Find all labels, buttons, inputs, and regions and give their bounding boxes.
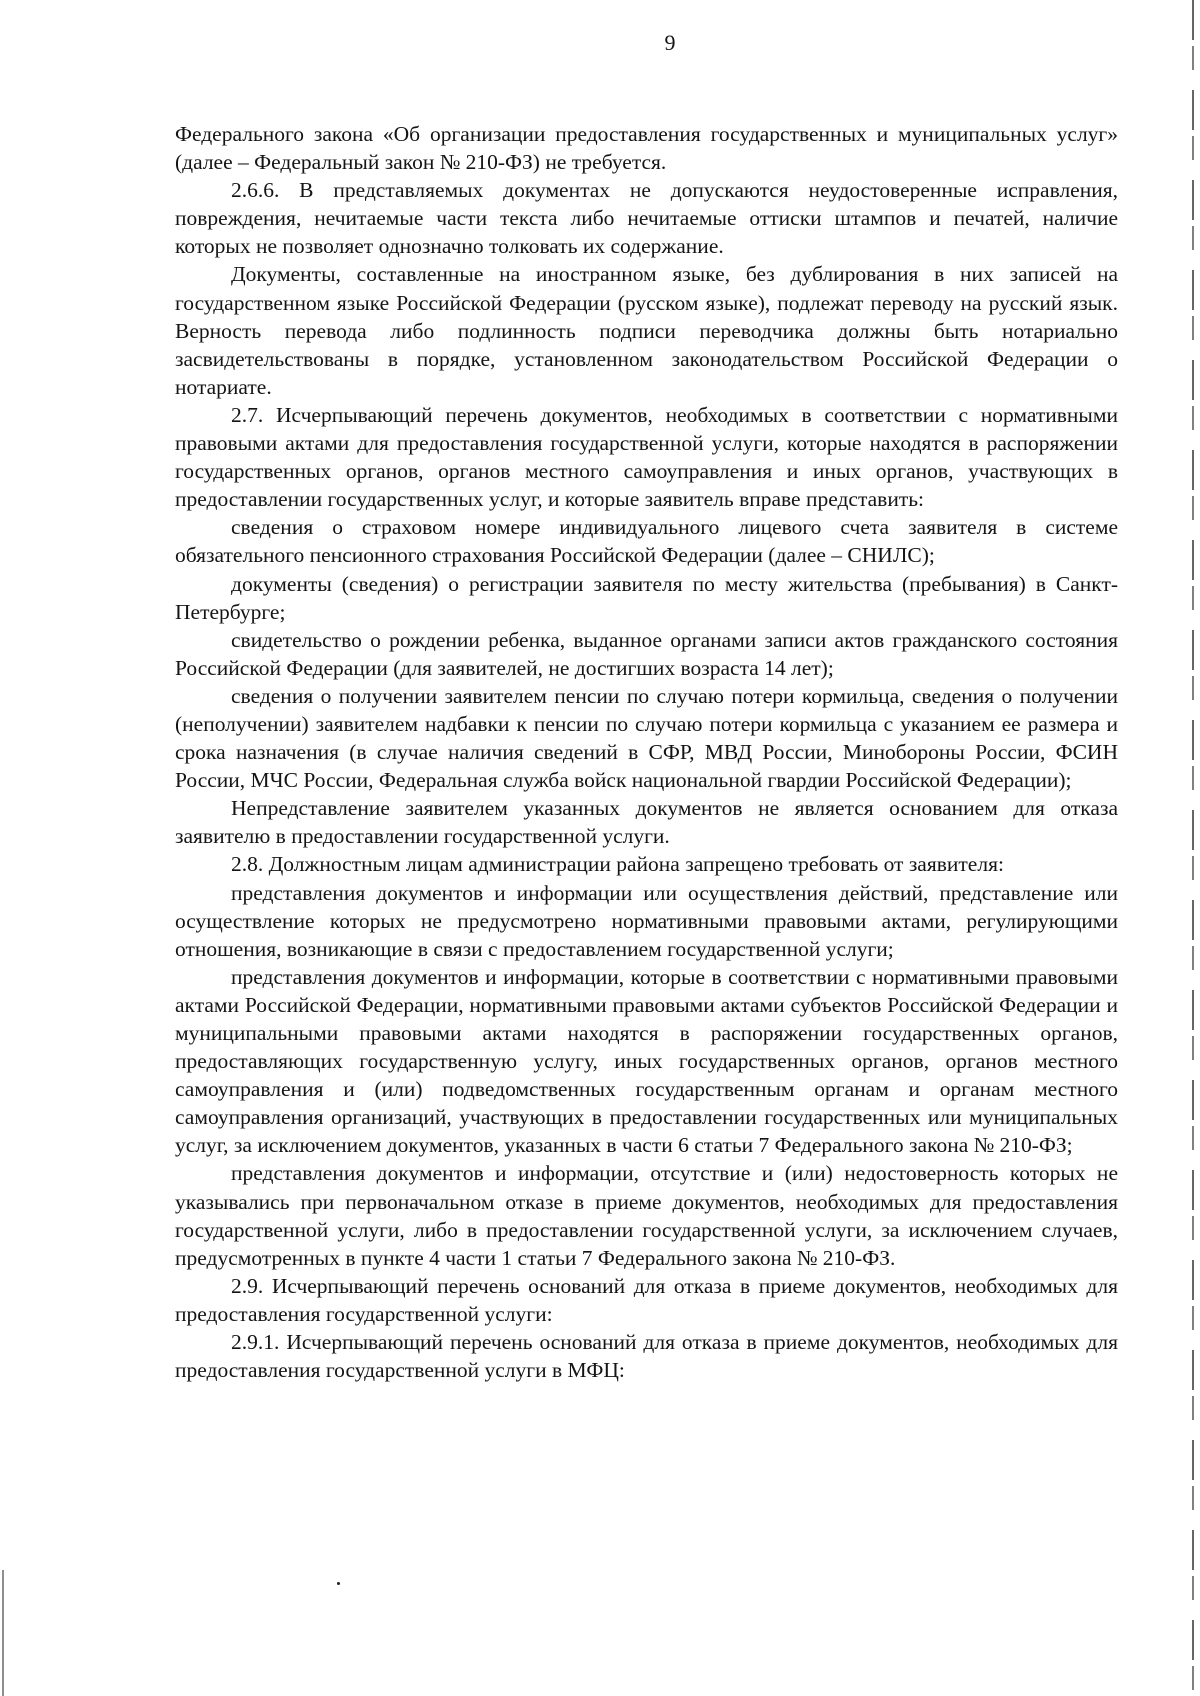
paragraph-non-submission: Непредставление заявителем указанных документов не является основанием для отказа заявителю в предоставлении государственной услуги.	[175, 796, 1118, 849]
list-item-prohibited-actions: представления документов и информации или осуществления действий, представление или осуществление которых не предусмотрено нормативными правовыми актами, регулирующими отношения, возникающие в связи с предоставлением государственной услуги;	[175, 880, 1118, 961]
list-item-prohibited-documents: представления документов и информации, которые в соответствии с нормативными правовыми актами Российской Федерации, нормативными правовыми актами субъектов Российской Федерации и муниципальными правовыми актами находятся в распоряжении государственных органов, предоставляющих государственную услугу, иных государственных органов, органов местного самоуправления и (или) подведомственных государственным органам и органам местного самоуправления организаций, участвующих в предоставлении государственных или муниципальных услуг, за исключением документов, указанных в части 6 статьи 7 Федерального закона № 210-ФЗ;	[175, 964, 1118, 1158]
paragraph-2-8: 2.8. Должностным лицам администрации района запрещено требовать от заявителя:	[231, 852, 1004, 877]
list-item-birth-certificate: свидетельство о рождении ребенка, выданное органами записи актов гражданского состояния Российской Федерации (для заявителей, не достигших возраста 14 лет);	[175, 627, 1118, 680]
paragraph-2-7: 2.7. Исчерпывающий перечень документов, необходимых в соответствии с нормативными правовыми актами для предоставления государственной услуги, которые находятся в распоряжении государственных органов, органов местного самоуправления и иных органов, участвующих в предоставлении государственных услуг, и которые заявитель вправе представить:	[175, 402, 1118, 512]
paragraph-2-9: 2.9. Исчерпывающий перечень оснований для отказа в приеме документов, необходимых для предоставления государственной услуги:	[175, 1273, 1118, 1326]
document-body	[175, 120, 1118, 1384]
scan-speck	[337, 1582, 340, 1585]
paragraph-2-9-1: 2.9.1. Исчерпывающий перечень оснований для отказа в приеме документов, необходимых для предоставления государственной услуги в МФЦ:	[175, 1330, 1118, 1383]
page-number: 9	[664, 30, 676, 55]
list-item-prohibited-missing-documents: представления документов и информации, отсутствие и (или) недостоверность которых не указывались при первоначальном отказе в приеме документов, необходимых для предоставления государственной услуги, либо в предоставлении государственной услуги, за исключением случаев, предусмотренных в пункте 4 части 1 статьи 7 Федерального закона № 210-ФЗ.	[175, 1161, 1118, 1270]
paragraph-foreign-documents: Документы, составленные на иностранном языке, без дублирования в них записей на государственном языке Российской Федерации (русском языке), подлежат переводу на русский язык. Верность перевода либо подлинность подписи переводчика должны быть нотариально засвидетельствованы в порядке, установленном законодательством Российской Федерации о нотариате.	[175, 262, 1118, 399]
scan-edge-right	[1192, 0, 1194, 1696]
scan-edge-left	[2, 1570, 4, 1696]
paragraph-continuation: Федерального закона «Об организации предоставления государственных и муниципальных услуг» (далее – Федеральный закон № 210-ФЗ) не требуется.	[175, 122, 1118, 175]
list-item-pension-info: сведения о получении заявителем пенсии по случаю потери кормильца, сведения о получении (неполучении) заявителем надбавки к пенсии по случаю потери кормильца с указанием ее размера и срока назначения (в случае наличия сведений в СФР, МВД России, Минобороны России, ФСИН России, МЧС России, Федеральная служба войск национальной гвардии Российской Федерации);	[175, 683, 1118, 793]
paragraph-2-6-6: 2.6.6. В представляемых документах не допускаются неудостоверенные исправления, повреждения, нечитаемые части текста либо нечитаемые оттиски штампов и печатей, наличие которых не позволяет однозначно толковать их содержание.	[175, 178, 1118, 259]
list-item-registration: документы (сведения) о регистрации заявителя по месту жительства (пребывания) в Санкт-Петербурге;	[175, 571, 1118, 624]
list-item-snils: сведения о страховом номере индивидуального лицевого счета заявителя в системе обязательного пенсионного страхования Российской Федерации (далее – СНИЛС);	[175, 515, 1118, 568]
